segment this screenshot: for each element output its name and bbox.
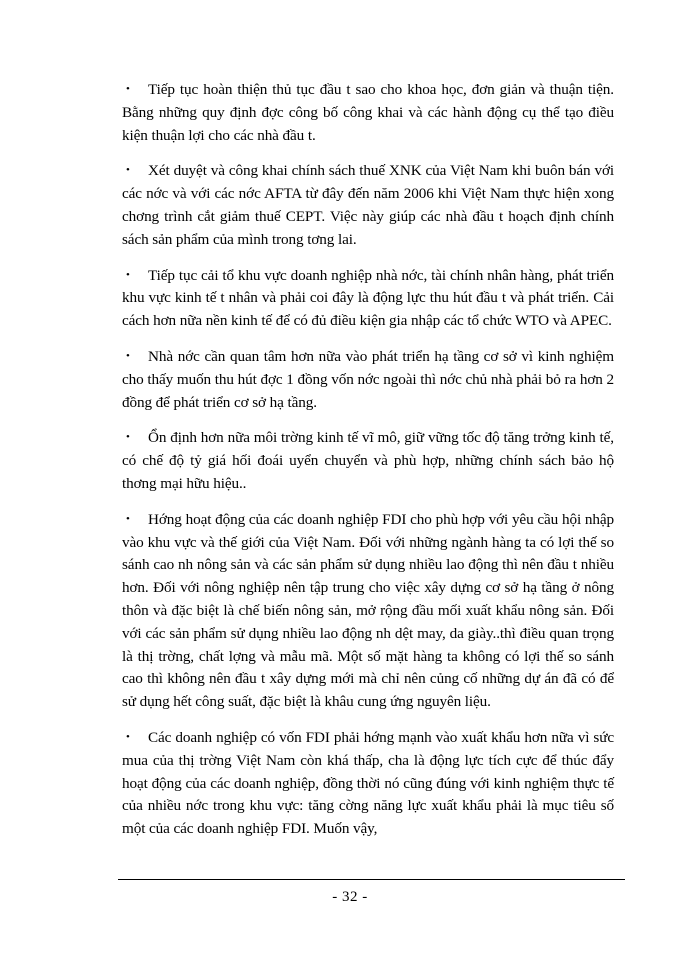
paragraph-2 (122, 159, 614, 251)
bullet-icon: • (126, 431, 130, 444)
paragraph-5 (122, 426, 614, 495)
paragraph-6 (122, 508, 614, 714)
paragraph-text: Tiếp tục hoàn thiện thủ tục đầu t sao cho khoa học, đơn giản và thuận tiện. Bằng những quy định đợc công bố công khai và các hành động cụ thể tạo điều kiện thuận lợi cho các nhà đầu t. (122, 81, 614, 144)
bullet-icon: • (126, 349, 130, 362)
footer-divider (118, 879, 625, 880)
paragraph-7 (122, 726, 614, 841)
document-body (122, 78, 614, 853)
bullet-icon: • (126, 512, 130, 525)
paragraph-text: Ổn định hơn nữa môi trờng kinh tế vĩ mô, giữ vững tốc độ tăng trởng kinh tế, có chế độ tỷ giá hối đoái uyển chuyển và phù hợp, những chính sách bảo hộ thơng mại hữu hiệu.. (122, 429, 614, 492)
paragraph-1 (122, 78, 614, 147)
bullet-icon: • (126, 83, 130, 95)
page-number: - 32 - (332, 889, 368, 905)
paragraph-3 (122, 264, 614, 333)
bullet-icon: • (126, 730, 130, 743)
paragraph-text: Nhà nớc cần quan tâm hơn nữa vào phát triển hạ tầng cơ sở vì kinh nghiệm cho thấy muốn thu hút đợc 1 đồng vốn nớc ngoài thì nớc chủ nhà phải bỏ ra hơn 2 đồng để phát triển cơ sở hạ tầng. (122, 347, 614, 411)
bullet-icon: • (126, 164, 130, 177)
paragraph-text: Các doanh nghiệp có vốn FDI phải hớng mạnh vào xuất khẩu hơn nữa vì sức mua của thị trờng Việt Nam còn khá thấp, cha là động lực tích cực để thúc đẩy hoạt động của các doanh nghiệp, đồng thời nó cũng đúng với kinh nghiệm thực tế của nhiều nớc trong khu vực: tăng cờng năng lực xuất khẩu phải là mục tiêu số một của các doanh nghiệp FDI. Muốn vậy, (122, 728, 614, 838)
paragraph-text: Xét duyệt và công khai chính sách thuế XNK của Việt Nam khi buôn bán với các nớc và với các nớc AFTA từ đây đến năm 2006 khi Việt Nam thực hiện xong chơng trình cắt giảm thuế CEPT. Việc này giúp các nhà đầu t hoạch định chính sách sản phẩm của mình trong tơng lai. (122, 162, 614, 248)
paragraph-text: Tiếp tục cải tổ khu vực doanh nghiệp nhà nớc, tài chính nhân hàng, phát triển khu vực kinh tế t nhân và phải coi đây là động lực thu hút đầu t và phát triển. Cải cách hơn nữa nền kinh tế để có đủ điều kiện gia nhập các tổ chức WTO và APEC. (122, 266, 614, 330)
bullet-icon: • (126, 268, 130, 281)
paragraph-4 (122, 345, 614, 414)
paragraph-text: Hớng hoạt động của các doanh nghiệp FDI cho phù hợp với yêu cầu hội nhập vào khu vực và thế giới của Việt Nam. Đối với những ngành hàng ta có lợi thế so sánh cao nh nông sản và các sản phẩm sử dụng nhiều lao động thì nên đầu t nhiều hơn. Đối với nông nghiệp nên tập trung cho việc xây dựng cơ sở hạ tầng ở nông thôn và đặc biệt là chế biến nông sản, mở rộng đầu mối xuất khẩu nông sản. Đối với các sản phẩm sử dụng nhiều lao động nh dệt may, da giày..thì điều quan trọng là thị trờng, chất lợng và mẫu mã. Một số mặt hàng ta không có lợi thế so sánh cao thì không nên đầu t xây dựng mới mà chỉ nên củng cố những dự án đã có để sử dụng hết công suất, đặc biệt là khâu cung ứng nguyên liệu. (122, 510, 614, 711)
